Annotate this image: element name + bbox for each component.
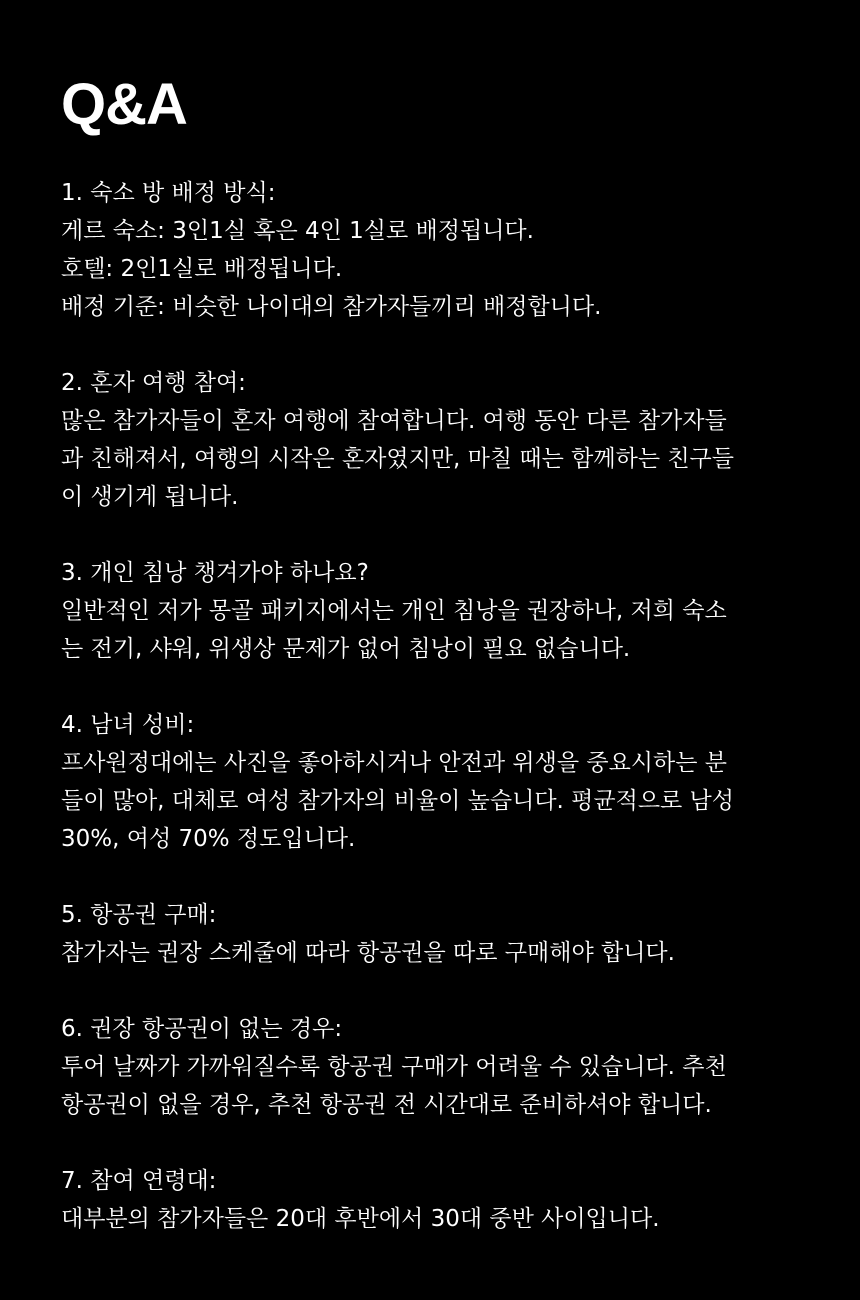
qa-answer-line: 게르 숙소: 3인1실 혹은 4인 1실로 배정됩니다. — [61, 218, 534, 244]
qa-answer-line: 과 친해져서, 여행의 시작은 혼자였지만, 마칠 때는 함께하는 친구들 — [61, 446, 734, 472]
qa-question: 6. 권장 항공권이 없는 경우: — [61, 1016, 343, 1042]
qa-answer-line: 많은 참가자들이 혼자 여행에 참여합니다. 여행 동안 다른 참가자들 — [61, 408, 727, 434]
qa-answer-line: 는 전기, 샤워, 위생상 문제가 없어 침낭이 필요 없습니다. — [61, 636, 631, 662]
qa-section-solo-travel — [61, 364, 821, 516]
qa-section-gender-ratio — [61, 706, 821, 858]
qa-list — [61, 174, 821, 1238]
qa-answer-line: 30%, 여성 70% 정도입니다. — [61, 826, 356, 852]
qa-section-flight-purchase — [61, 896, 821, 972]
qa-answer-line: 호텔: 2인1실로 배정됩니다. — [61, 256, 343, 282]
qa-section-no-recommended-flight — [61, 1010, 821, 1124]
qa-answer-line: 배정 기준: 비슷한 나이대의 참가자들끼리 배정합니다. — [61, 294, 602, 320]
qa-question: 3. 개인 침낭 챙겨가야 하나요? — [61, 560, 369, 586]
qa-answer-line: 참가자는 권장 스케줄에 따라 항공권을 따로 구매해야 합니다. — [61, 940, 675, 966]
qa-page — [61, 70, 821, 1238]
qa-section-room-assignment — [61, 174, 821, 326]
qa-question: 4. 남녀 성비: — [61, 712, 195, 738]
qa-answer-line: 프사원정대에는 사진을 좋아하시거나 안전과 위생을 중요시하는 분 — [61, 750, 727, 776]
qa-answer-line: 투어 날짜가 가까워질수록 항공권 구매가 어려울 수 있습니다. 추천 — [61, 1054, 727, 1080]
qa-question: 5. 항공권 구매: — [61, 902, 217, 928]
qa-answer-line: 들이 많아, 대체로 여성 참가자의 비율이 높습니다. 평균적으로 남성 — [61, 788, 734, 814]
qa-answer-line: 항공권이 없을 경우, 추천 항공권 전 시간대로 준비하셔야 합니다. — [61, 1092, 712, 1118]
qa-answer-line: 이 생기게 됩니다. — [61, 484, 239, 510]
page-title: Q&A — [61, 72, 187, 137]
qa-section-age-range — [61, 1162, 821, 1238]
qa-question: 2. 혼자 여행 참여: — [61, 370, 246, 396]
qa-question: 7. 참여 연령대: — [61, 1168, 217, 1194]
qa-answer-line: 대부분의 참가자들은 20대 후반에서 30대 중반 사이입니다. — [61, 1206, 660, 1232]
qa-answer-line: 일반적인 저가 몽골 패키지에서는 개인 침낭을 권장하나, 저희 숙소 — [61, 598, 727, 624]
qa-question: 1. 숙소 방 배정 방식: — [61, 180, 276, 206]
qa-section-sleeping-bag — [61, 554, 821, 668]
